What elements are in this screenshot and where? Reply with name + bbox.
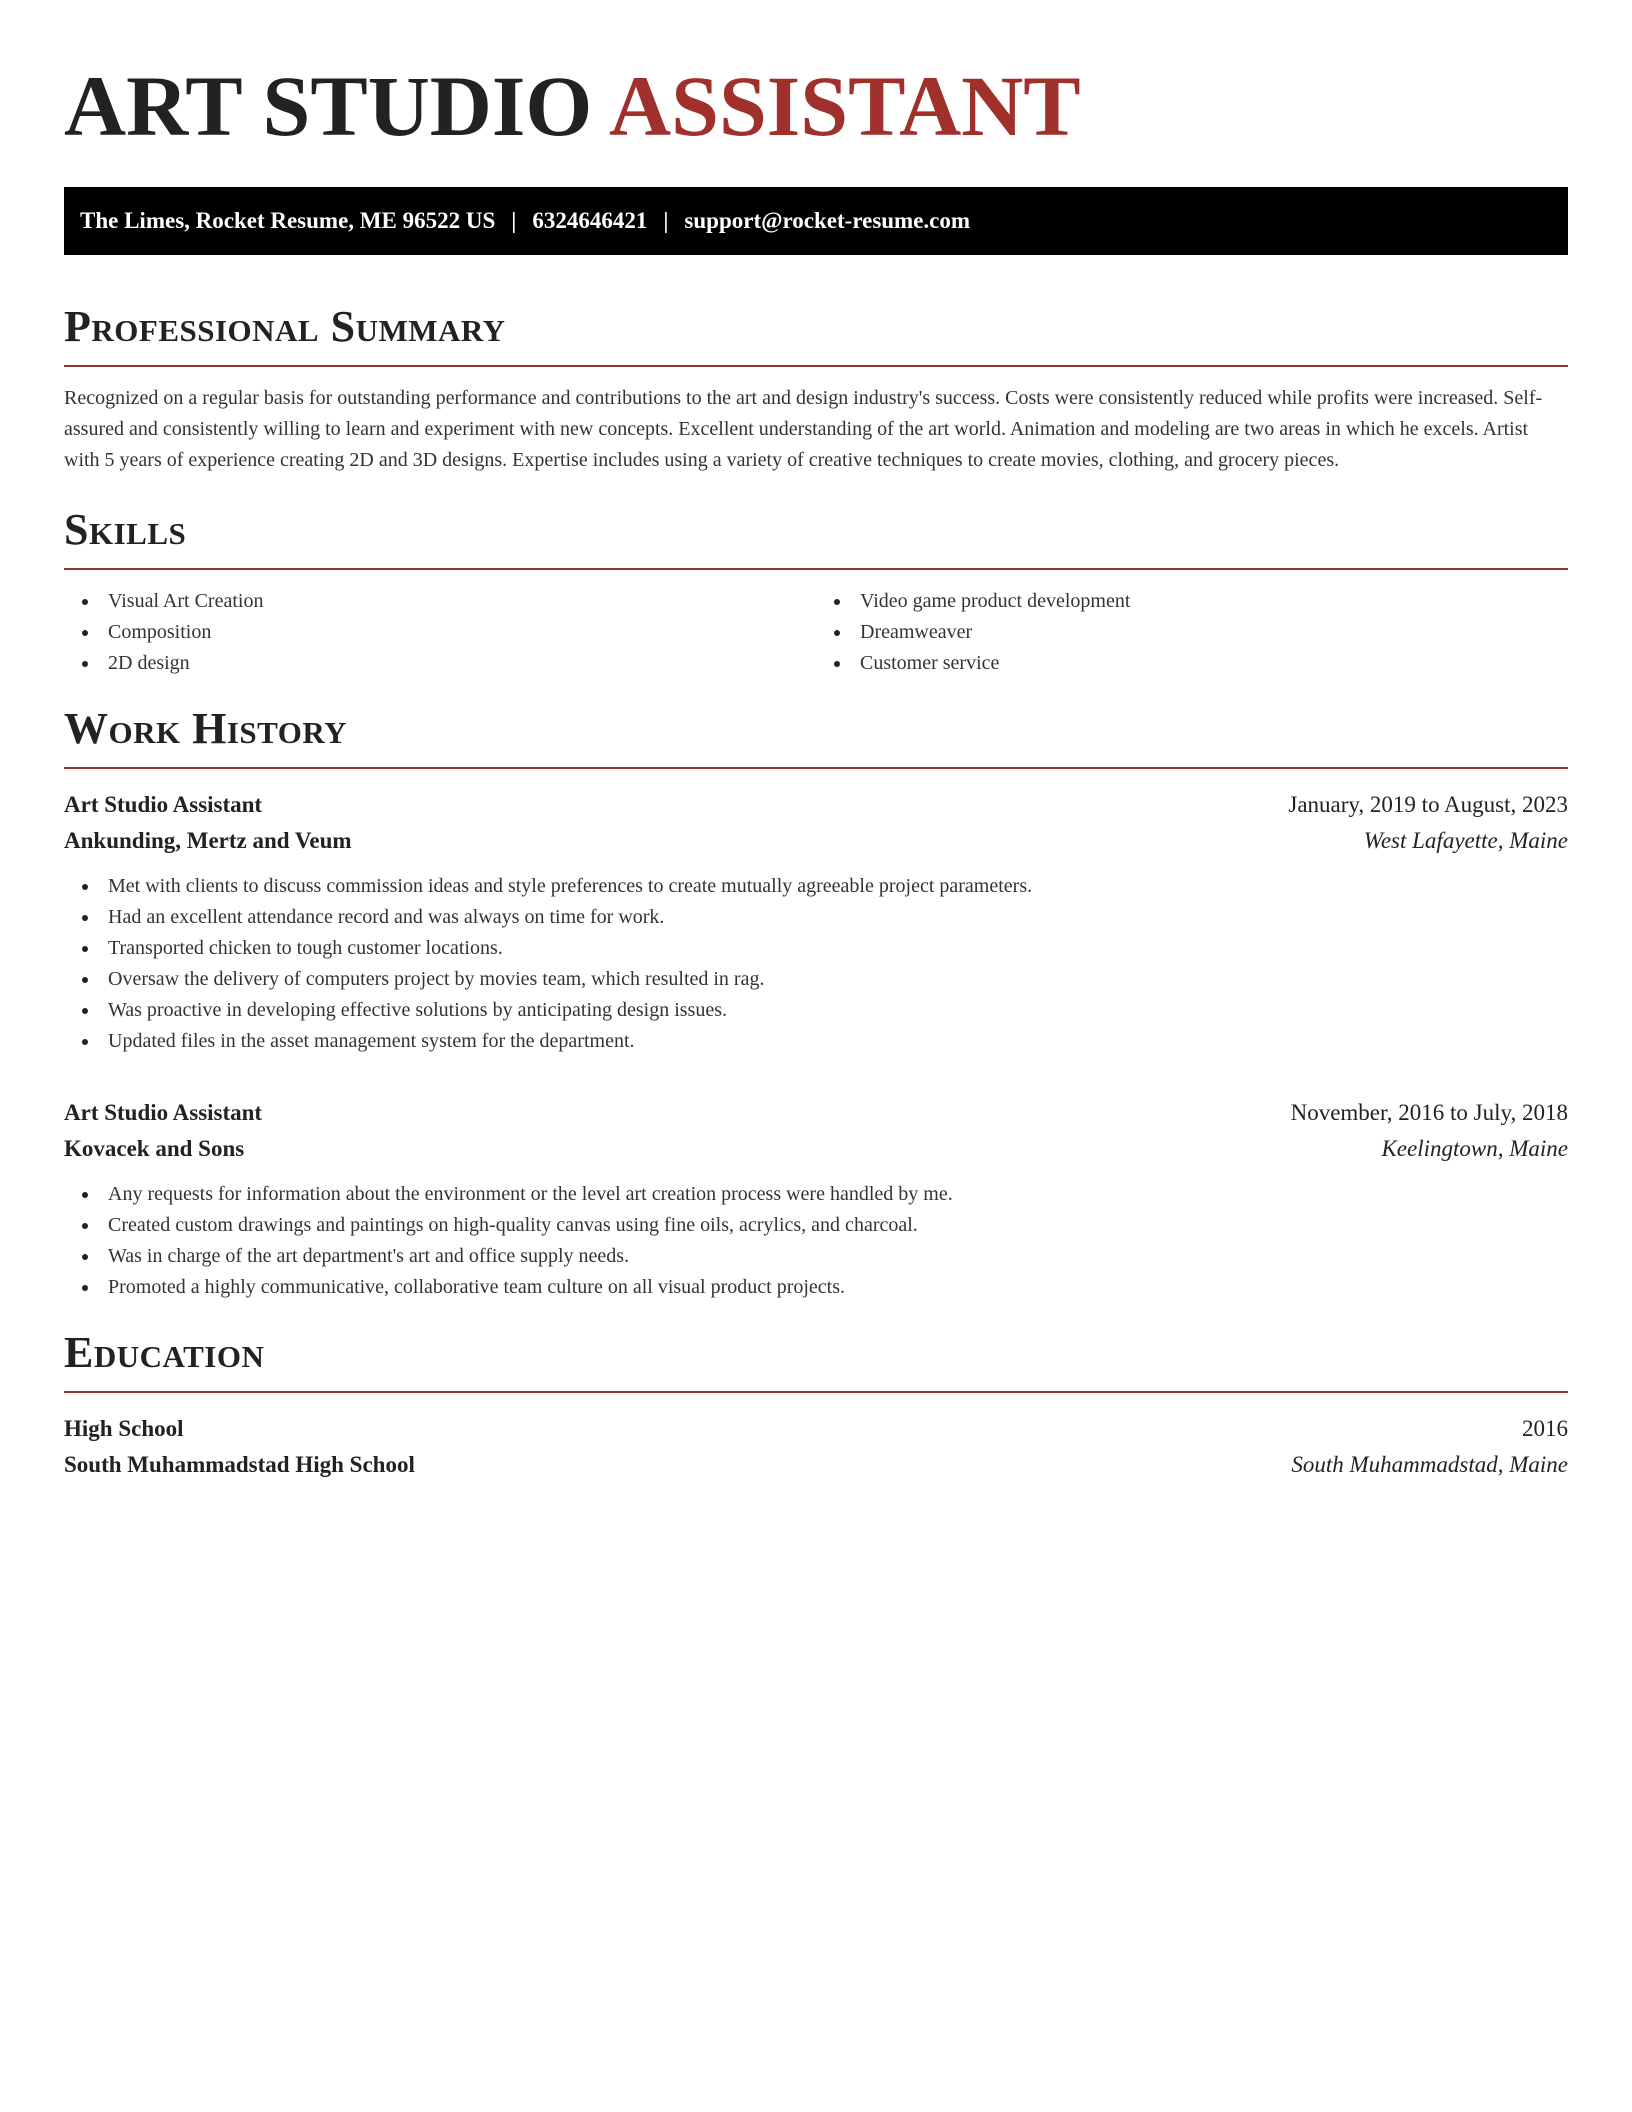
- skill-item: Customer service: [816, 648, 1568, 679]
- education-location: South Muhammadstad, Maine: [1291, 1452, 1568, 1477]
- job-dates: January, 2019 to August, 2023: [1288, 792, 1568, 817]
- contact-separator: |: [663, 208, 669, 233]
- job-bullet: Updated files in the asset management system for the department.: [64, 1026, 1568, 1057]
- section-divider: [64, 767, 1568, 769]
- job-bullet: Promoted a highly communicative, collaborative team culture on all visual product projects.: [64, 1272, 1568, 1303]
- job-company-row: [64, 823, 1568, 859]
- contact-address: The Limes, Rocket Resume, ME 96522 US: [80, 208, 496, 233]
- job-company: Ankunding, Mertz and Veum: [64, 828, 352, 853]
- section-divider: [64, 365, 1568, 367]
- job-header-row: [64, 1095, 1568, 1131]
- skills-left-column: [64, 586, 816, 679]
- skill-item: Dreamweaver: [816, 617, 1568, 648]
- job-bullet: Any requests for information about the environment or the level art creation process were handled by me.: [64, 1179, 1568, 1210]
- skill-item: Video game product development: [816, 586, 1568, 617]
- job-company: Kovacek and Sons: [64, 1136, 245, 1161]
- job-bullet: Met with clients to discuss commission ideas and style preferences to create mutually agreeable project parameters.: [64, 871, 1568, 902]
- contact-phone: 6324646421: [532, 208, 648, 233]
- job-header-row: [64, 787, 1568, 823]
- job-dates: November, 2016 to July, 2018: [1290, 1100, 1568, 1125]
- job-bullet: Was proactive in developing effective solutions by anticipating design issues.: [64, 995, 1568, 1026]
- skills-columns: [64, 586, 1568, 679]
- job-bullet: Created custom drawings and paintings on high-quality canvas using fine oils, acrylics, and charcoal.: [64, 1210, 1568, 1241]
- education-year: 2016: [1522, 1416, 1568, 1441]
- resume-name: [64, 58, 1568, 154]
- job-position: Art Studio Assistant: [64, 792, 263, 817]
- contact-email[interactable]: support@rocket-resume.com: [684, 208, 971, 233]
- education-heading: Education: [64, 1328, 265, 1377]
- education-entry: [64, 1411, 1568, 1483]
- job-bullets: [64, 871, 1568, 1057]
- education-section: [64, 1328, 1568, 1483]
- work-history-section: [64, 704, 1568, 1303]
- job-bullets: [64, 1179, 1568, 1303]
- skills-heading: Skills: [64, 505, 187, 554]
- work-history-heading: Work History: [64, 704, 348, 753]
- summary-heading: Professional Summary: [64, 302, 506, 351]
- job-position: Art Studio Assistant: [64, 1100, 263, 1125]
- job-entry: [64, 1095, 1568, 1303]
- skills-section: [64, 505, 1568, 679]
- skill-item: Visual Art Creation: [64, 586, 816, 617]
- job-entry: [64, 787, 1568, 1057]
- name-first: ART STUDIO: [64, 58, 593, 154]
- education-school-row: [64, 1447, 1568, 1483]
- job-bullet: Was in charge of the art department's art and office supply needs.: [64, 1241, 1568, 1272]
- education-school: South Muhammadstad High School: [64, 1452, 415, 1477]
- job-bullet: Had an excellent attendance record and was always on time for work.: [64, 902, 1568, 933]
- section-divider: [64, 568, 1568, 570]
- summary-text: Recognized on a regular basis for outstanding performance and contributions to the art and design industry's success. Costs were consistently reduced while profits were increased. Self-assured and consistently willing to learn and experiment with new concepts. Excellent understanding of the art world. Animation and modeling are two areas in which he excels. Artist with 5 years of experience creating 2D and 3D designs. Expertise includes using a variety of creative techniques to create movies, clothing, and grocery pieces.: [64, 387, 1543, 471]
- job-bullet: Transported chicken to tough customer locations.: [64, 933, 1568, 964]
- summary-section: [64, 302, 1568, 476]
- name-last: ASSISTANT: [609, 58, 1081, 154]
- job-location: Keelingtown, Maine: [1381, 1136, 1568, 1161]
- skill-item: 2D design: [64, 648, 816, 679]
- skill-item: Composition: [64, 617, 816, 648]
- education-degree: High School: [64, 1416, 184, 1441]
- education-header-row: [64, 1411, 1568, 1447]
- contact-separator: |: [511, 208, 517, 233]
- job-bullet: Oversaw the delivery of computers project by movies team, which resulted in rag.: [64, 964, 1568, 995]
- skills-right-column: [816, 586, 1568, 679]
- section-divider: [64, 1391, 1568, 1393]
- job-company-row: [64, 1131, 1568, 1167]
- contact-bar: [64, 187, 1568, 255]
- job-location: West Lafayette, Maine: [1363, 828, 1568, 853]
